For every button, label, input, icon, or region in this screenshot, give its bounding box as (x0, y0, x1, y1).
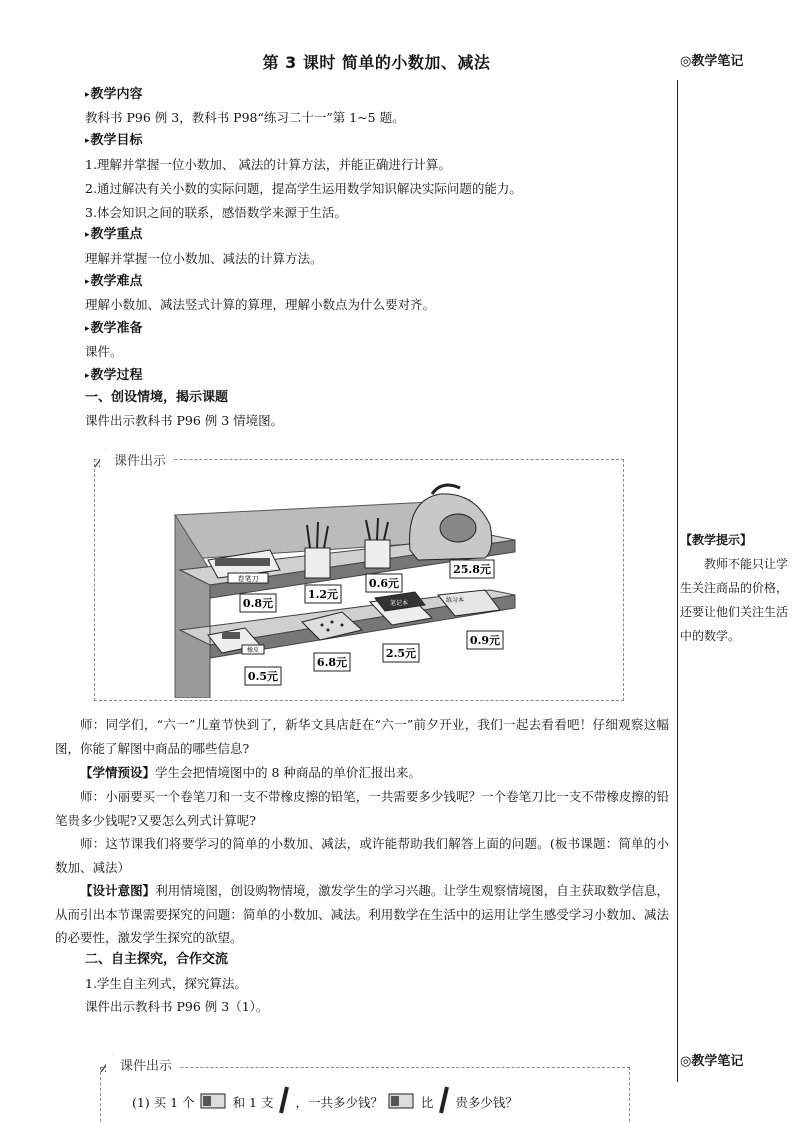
pencil-icon (277, 1085, 291, 1118)
question-text: (1) 买 1 个 (132, 1094, 195, 1110)
teaching-tip-title: 【教学提示】 (680, 533, 753, 547)
tag-notebook: 笔记本 (389, 600, 409, 607)
price-tag: 25.8元 (453, 563, 491, 576)
shop-shelf-illustration (170, 480, 550, 698)
figure-label-2: 课件出示 (106, 1055, 178, 1074)
teaching-notes-heading: ◎教学笔记 (680, 54, 744, 69)
pencil-icon (437, 1085, 451, 1118)
goal-item: 3.体会知识之间的联系，感悟数学来源于生活。 (85, 205, 347, 220)
price-tag: 2.5元 (385, 647, 417, 660)
key-text: 理解并掌握一位小数加、减法的计算方法。 (85, 251, 323, 266)
section-heading-prep: ▸教学准备 (85, 321, 143, 336)
section-heading-content: ▸教学内容 (85, 87, 143, 102)
side-column-divider (677, 80, 678, 1082)
teaching-tip-body: 教师不能只让学生关注商品的价格，还要让他们关注生活中的数学。 (680, 557, 789, 643)
step2-heading: 二、自主探究，合作交流 (85, 952, 229, 967)
section-heading-goals: ▸教学目标 (85, 133, 143, 148)
goal-item: 1.理解并掌握一位小数加、 减法的计算方法，并能正确进行计算。 (85, 157, 451, 172)
goal-item: 2.通过解决有关小数的实际问题，提高学生运用数学知识解决实际问题的能力。 (85, 181, 522, 196)
paragraph-question: 师：小丽要买一个卷笔刀和一支不带橡皮擦的铅笔，一共需要多少钱呢？一个卷笔刀比一支不带橡皮擦的铅笔贵多少钱呢?又要怎么列式计算呢? (55, 789, 669, 828)
paragraph-design-intent: 【设计意图】利用情境图，创设购物情境，激发学生的学习兴趣。让学生观察情境图，自主获取数学信息，从而引出本节课需要探究的问题：简单的小数加、减法。利用数学在生活中的运用让学生感受学习小数加、减法的必要性，激发学生探究的欲望。 (55, 883, 669, 945)
paragraph-teacher-intro: 师：同学们，“六一”儿童节快到了，新华文具店赶在“六一”前夕开业，我们一起去看看吧！仔细观察这幅图，你能了解图中商品的哪些信息? (55, 717, 669, 756)
backpack-item (410, 485, 492, 560)
difficulty-text: 理解小数加、减法竖式计算的算理，理解小数点为什么要对齐。 (85, 297, 436, 312)
question-line (132, 1085, 518, 1118)
question-text: ，一共多少钱？ (295, 1094, 383, 1110)
section-heading-key: ▸教学重点 (85, 227, 143, 242)
step2-text: 1.学生自主列式，探究算法。 (85, 976, 247, 991)
tag-eraser: 橡皮 (246, 647, 260, 654)
step2-courseware: 课件出示教科书 P96 例 3（1）。 (85, 999, 269, 1014)
paragraph-topic: 师：这节课我们将要学习的简单的小数加、减法，或许能帮助我们解答上面的问题。(板书课题：简单的小数加、减法） (55, 836, 669, 875)
prep-text: 课件。 (85, 344, 123, 359)
tag-exercise: 练习本 (445, 597, 465, 604)
tag-sharpener: 卷笔刀 (237, 575, 259, 583)
teaching-notes-heading: ◎教学笔记 (680, 1054, 744, 1069)
price-tag: 0.8元 (242, 597, 274, 610)
figure-label: 课件出示 (100, 450, 172, 469)
price-tag: 0.5元 (247, 670, 279, 683)
price-tag: 0.6元 (368, 577, 400, 590)
step1-heading: 一、创设情境，揭示课题 (85, 390, 229, 405)
page-title: 第 3 课时 简单的小数加、减法 (262, 53, 491, 72)
question-text: 贵多少钱？ (455, 1094, 518, 1110)
price-tag: 1.2元 (307, 588, 339, 601)
price-tag: 6.8元 (316, 656, 348, 669)
price-tag: 0.9元 (469, 634, 501, 647)
section-heading-process: ▸教学过程 (85, 368, 143, 383)
paragraph-preset: 【学情预设】学生会把情境图中的 8 种商品的单价汇报出来。 (80, 765, 421, 780)
content-text: 教科书 P96 例 3，教科书 P98“练习二十一”第 1~5 题。 (85, 110, 405, 125)
section-heading-difficulty: ▸教学难点 (85, 274, 143, 289)
teaching-tip (680, 528, 790, 648)
step1-text: 课件出示教科书 P96 例 3 情境图。 (85, 413, 284, 428)
sharpener-icon (199, 1088, 229, 1115)
question-text: 比 (420, 1094, 434, 1110)
sharpener-icon (387, 1088, 417, 1115)
question-text: 和 1 支 (232, 1094, 274, 1110)
